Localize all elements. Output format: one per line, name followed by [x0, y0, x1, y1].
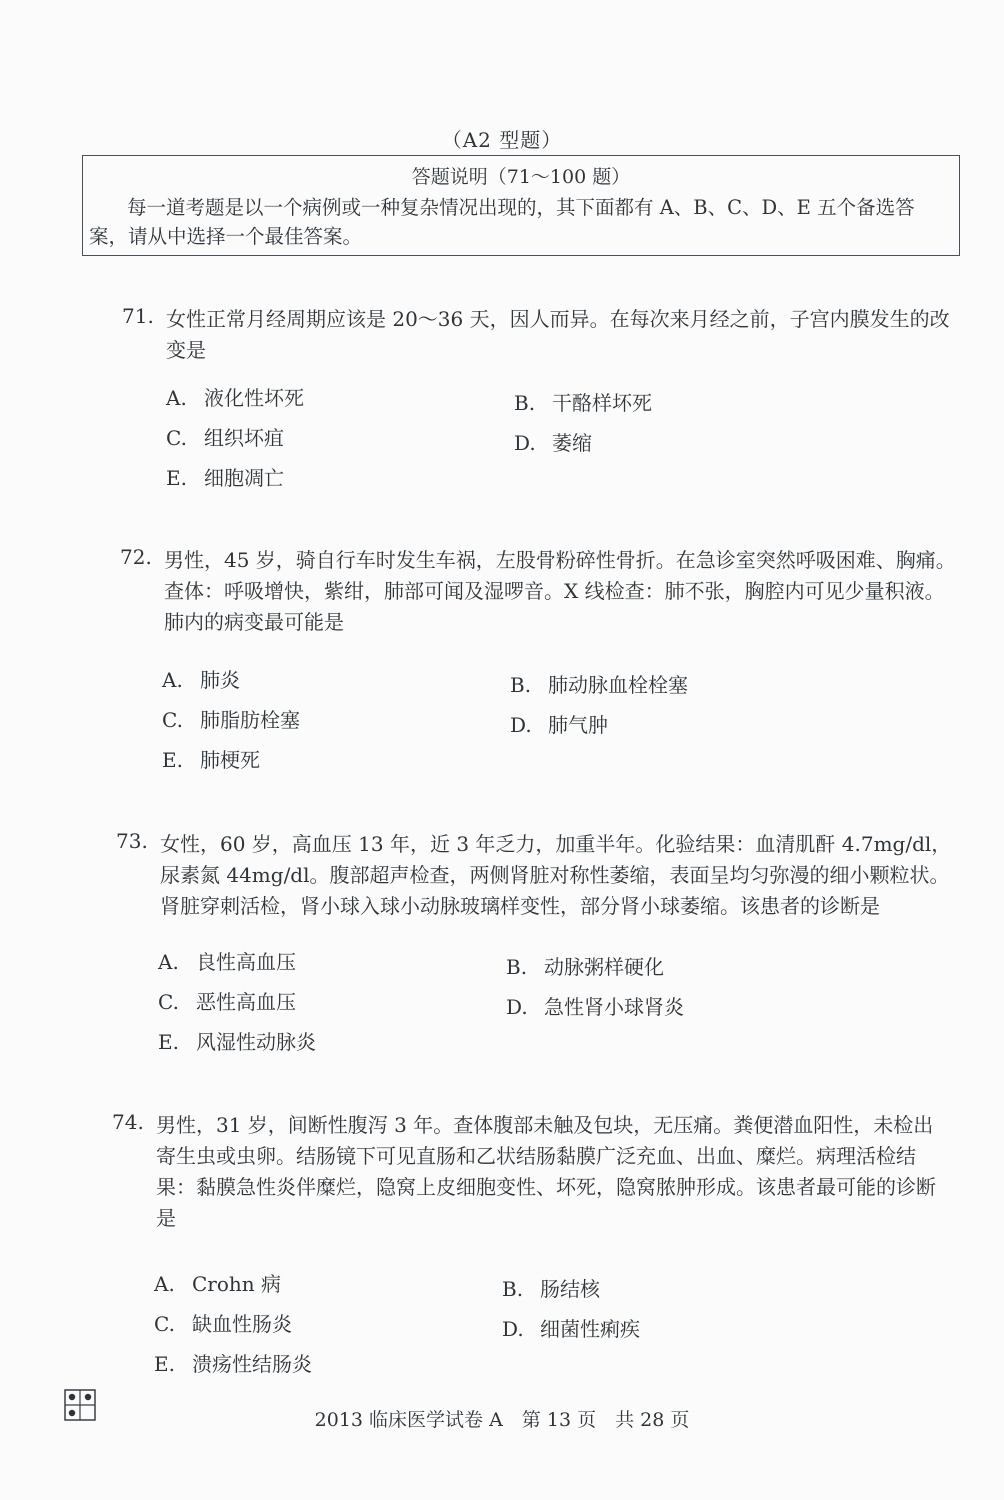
question-number: 73. — [116, 829, 148, 853]
question-stem: 女性正常月经周期应该是 20～36 天，因人而异。在每次来月经之前，子宫内膜发生的改变是 — [166, 307, 950, 362]
instructions-text: 每一道考题是以一个病例或一种复杂情况出现的，其下面都有 A、B、C、D、E 五个备选答案，请从中选择一个最佳答案。 — [89, 196, 915, 248]
section-title: （A2 型题） — [441, 128, 563, 152]
question-stem: 男性，31 岁，间断性腹泻 3 年。查体腹部未触及包块，无压痛。粪便潜血阳性，未检出寄生虫或虫卵。结肠镜下可见直肠和乙状结肠黏膜广泛充血、出血、糜烂。病理活检结果：黏膜急性炎伴糜烂，隐窝上皮细胞变性、坏死，隐窝脓肿形成。该患者最可能的诊断是 — [156, 1113, 936, 1230]
question-number: 74. — [112, 1110, 144, 1134]
question-number: 71. — [122, 304, 154, 328]
option-b: B. 动脉粥样硬化 — [506, 955, 664, 979]
option-e: E. 细胞凋亡 — [166, 466, 284, 490]
option-d: D. 肺气肿 — [510, 713, 608, 737]
option-c: C. 恶性高血压 — [158, 990, 296, 1014]
option-b: B. 肠结核 — [502, 1277, 600, 1301]
question-stem: 男性，45 岁，骑自行车时发生车祸，左股骨粉碎性骨折。在急诊室突然呼吸困难、胸痛。查体：呼吸增快，紫绀，肺部可闻及湿啰音。X 线检查：肺不张，胸腔内可见少量积液。肺内的病变最可能是 — [164, 548, 956, 634]
option-a: A. 肺炎 — [162, 668, 240, 692]
option-d: D. 萎缩 — [514, 431, 592, 455]
option-e: E. 风湿性动脉炎 — [158, 1030, 316, 1054]
option-e: E. 溃疡性结肠炎 — [154, 1352, 312, 1376]
instructions-title: 答题说明（71～100 题） — [411, 166, 631, 188]
option-b: B. 干酪样坏死 — [514, 391, 652, 415]
option-a: A. Crohn 病 — [154, 1272, 282, 1296]
option-d: D. 细菌性痢疾 — [502, 1317, 640, 1341]
option-d: D. 急性肾小球肾炎 — [506, 995, 684, 1019]
option-b: B. 肺动脉血栓栓塞 — [510, 673, 688, 697]
page-footer: 2013 临床医学试卷 A 第 13 页 共 28 页 — [314, 1409, 690, 1431]
option-e: E. 肺梗死 — [162, 748, 260, 772]
option-c: C. 缺血性肠炎 — [154, 1312, 292, 1336]
question-stem: 女性，60 岁，高血压 13 年，近 3 年乏力，加重半年。化验结果：血清肌酐 4.7mg/dl，尿素氮 44mg/dl。腹部超声检查，两侧肾脏对称性萎缩，表面呈均匀弥漫的细小颗粒状。肾脏穿刺活检，肾小球入球小动脉玻璃样变性，部分肾小球萎缩。该患者的诊断是 — [160, 832, 952, 918]
option-a: A. 液化性坏死 — [166, 386, 304, 410]
instructions-box — [82, 155, 960, 256]
option-c: C. 组织坏疽 — [166, 426, 284, 450]
question-number: 72. — [120, 545, 152, 569]
option-a: A. 良性高血压 — [158, 950, 296, 974]
option-c: C. 肺脂肪栓塞 — [162, 708, 300, 732]
